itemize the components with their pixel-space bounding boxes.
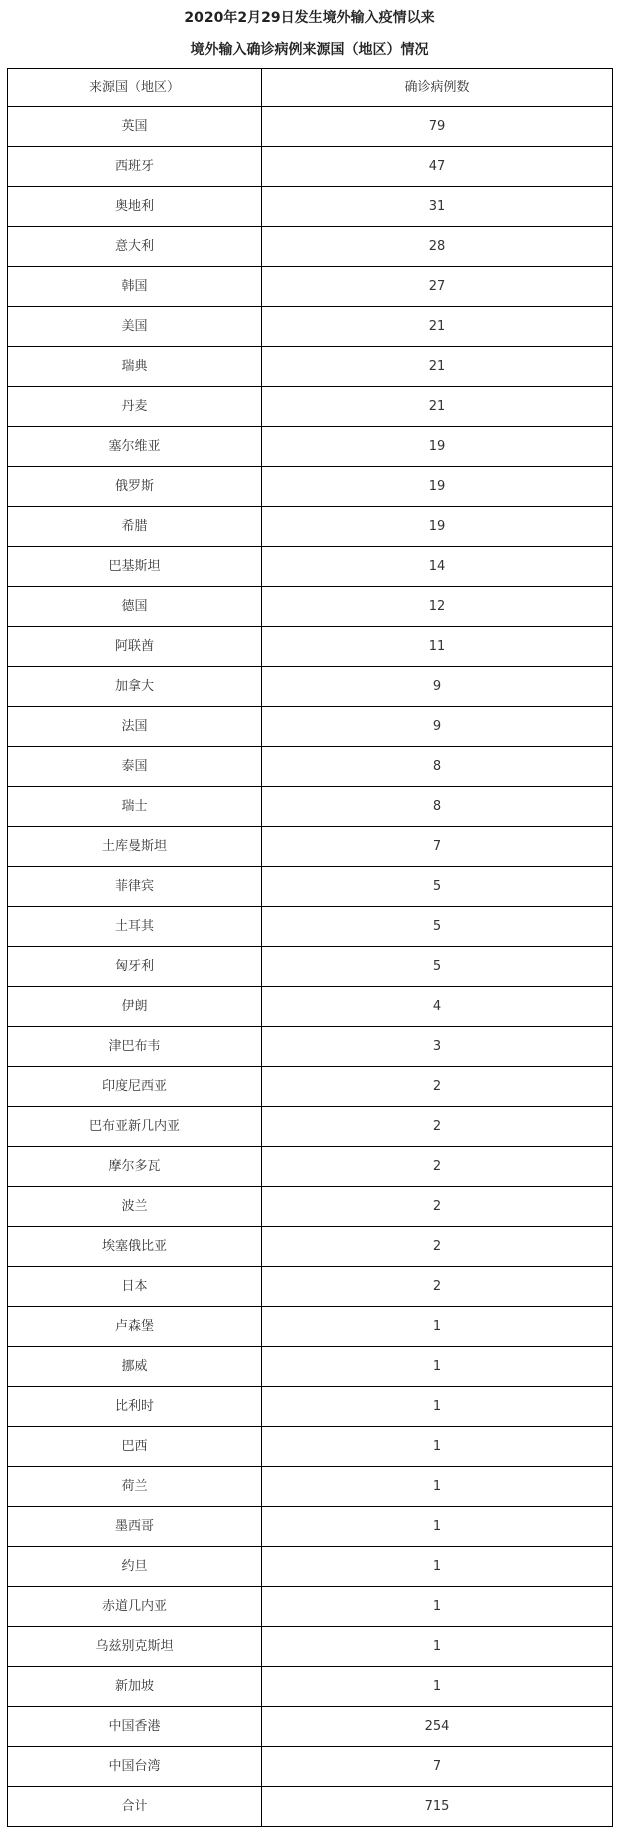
count-cell: 1 [262, 1347, 613, 1387]
count-cell: 1 [262, 1387, 613, 1427]
country-cell: 匈牙利 [8, 947, 262, 987]
count-cell: 254 [262, 1707, 613, 1747]
count-cell: 21 [262, 387, 613, 427]
imported-cases-table [7, 68, 613, 1827]
table-row [8, 147, 613, 187]
count-cell: 21 [262, 347, 613, 387]
country-cell: 赤道几内亚 [8, 1587, 262, 1627]
country-cell: 土库曼斯坦 [8, 827, 262, 867]
table-row [8, 1587, 613, 1627]
table-row [8, 707, 613, 747]
country-cell: 俄罗斯 [8, 467, 262, 507]
table-row [8, 1427, 613, 1467]
country-cell: 荷兰 [8, 1467, 262, 1507]
country-cell: 塞尔维亚 [8, 427, 262, 467]
table-row [8, 1627, 613, 1667]
count-cell: 2 [262, 1147, 613, 1187]
table-title: 境外输入确诊病例来源国（地区）情况 [190, 42, 429, 58]
table-row [8, 507, 613, 547]
country-cell: 合计 [8, 1787, 262, 1827]
count-cell: 1 [262, 1427, 613, 1467]
country-cell: 意大利 [8, 227, 262, 267]
country-cell: 巴布亚新几内亚 [8, 1107, 262, 1147]
country-cell: 土耳其 [8, 907, 262, 947]
country-cell: 新加坡 [8, 1667, 262, 1707]
count-cell: 1 [262, 1547, 613, 1587]
table-row [8, 307, 613, 347]
country-cell: 瑞典 [8, 347, 262, 387]
country-cell: 挪威 [8, 1347, 262, 1387]
count-cell: 79 [262, 107, 613, 147]
count-cell: 47 [262, 147, 613, 187]
count-cell: 1 [262, 1307, 613, 1347]
count-cell: 7 [262, 1747, 613, 1787]
table-row [8, 227, 613, 267]
count-cell: 1 [262, 1627, 613, 1667]
country-cell: 瑞士 [8, 787, 262, 827]
count-cell: 9 [262, 707, 613, 747]
table-row [8, 267, 613, 307]
count-cell: 1 [262, 1587, 613, 1627]
table-row [8, 947, 613, 987]
table-row [8, 827, 613, 867]
header-source-country: 来源国（地区） [8, 69, 262, 107]
table-row [8, 1667, 613, 1707]
table-row [8, 347, 613, 387]
table-row [8, 747, 613, 787]
country-cell: 印度尼西亚 [8, 1067, 262, 1107]
country-cell: 波兰 [8, 1187, 262, 1227]
table-row [8, 1227, 613, 1267]
table-row [8, 627, 613, 667]
header-case-count: 确诊病例数 [262, 69, 613, 107]
country-cell: 加拿大 [8, 667, 262, 707]
table-row [8, 1067, 613, 1107]
table-row [8, 427, 613, 467]
count-cell: 3 [262, 1027, 613, 1067]
count-cell: 1 [262, 1667, 613, 1707]
table-row [8, 1107, 613, 1147]
country-cell: 津巴布韦 [8, 1027, 262, 1067]
table-row [8, 387, 613, 427]
country-cell: 丹麦 [8, 387, 262, 427]
country-cell: 摩尔多瓦 [8, 1147, 262, 1187]
country-cell: 巴西 [8, 1427, 262, 1467]
country-cell: 日本 [8, 1267, 262, 1307]
count-cell: 19 [262, 427, 613, 467]
table-row [8, 1547, 613, 1587]
table-row [8, 1507, 613, 1547]
count-cell: 5 [262, 867, 613, 907]
table-row [8, 667, 613, 707]
count-cell: 28 [262, 227, 613, 267]
country-cell: 英国 [8, 107, 262, 147]
count-cell: 5 [262, 907, 613, 947]
table-row [8, 787, 613, 827]
table-total-row [8, 1787, 613, 1827]
table-row [8, 1307, 613, 1347]
country-cell: 德国 [8, 587, 262, 627]
count-cell: 5 [262, 947, 613, 987]
table-row [8, 1387, 613, 1427]
count-cell: 9 [262, 667, 613, 707]
table-row [8, 907, 613, 947]
country-cell: 中国香港 [8, 1707, 262, 1747]
count-cell: 19 [262, 467, 613, 507]
country-cell: 卢森堡 [8, 1307, 262, 1347]
country-cell: 韩国 [8, 267, 262, 307]
country-cell: 比利时 [8, 1387, 262, 1427]
table-row [8, 867, 613, 907]
count-cell: 8 [262, 747, 613, 787]
count-cell: 21 [262, 307, 613, 347]
table-row [8, 467, 613, 507]
table-row [8, 1747, 613, 1787]
table-row [8, 587, 613, 627]
country-cell: 乌兹别克斯坦 [8, 1627, 262, 1667]
country-cell: 希腊 [8, 507, 262, 547]
count-cell: 2 [262, 1227, 613, 1267]
table-row [8, 547, 613, 587]
country-cell: 墨西哥 [8, 1507, 262, 1547]
table-row [8, 107, 613, 147]
country-cell: 巴基斯坦 [8, 547, 262, 587]
count-cell: 2 [262, 1187, 613, 1227]
table-header-row [8, 69, 613, 107]
country-cell: 法国 [8, 707, 262, 747]
count-cell: 2 [262, 1067, 613, 1107]
count-cell: 27 [262, 267, 613, 307]
country-cell: 美国 [8, 307, 262, 347]
table-row [8, 1347, 613, 1387]
table-row [8, 187, 613, 227]
count-cell: 19 [262, 507, 613, 547]
table-row [8, 1187, 613, 1227]
count-cell: 715 [262, 1787, 613, 1827]
count-cell: 1 [262, 1507, 613, 1547]
table-row [8, 1147, 613, 1187]
count-cell: 1 [262, 1467, 613, 1507]
country-cell: 埃塞俄比亚 [8, 1227, 262, 1267]
page-title: 2020年2月29日发生境外输入疫情以来 [184, 10, 435, 26]
count-cell: 14 [262, 547, 613, 587]
count-cell: 31 [262, 187, 613, 227]
country-cell: 中国台湾 [8, 1747, 262, 1787]
table-row [8, 1267, 613, 1307]
country-cell: 西班牙 [8, 147, 262, 187]
country-cell: 泰国 [8, 747, 262, 787]
count-cell: 12 [262, 587, 613, 627]
country-cell: 伊朗 [8, 987, 262, 1027]
table-row [8, 1707, 613, 1747]
count-cell: 2 [262, 1267, 613, 1307]
count-cell: 7 [262, 827, 613, 867]
count-cell: 11 [262, 627, 613, 667]
count-cell: 8 [262, 787, 613, 827]
country-cell: 阿联酋 [8, 627, 262, 667]
country-cell: 约旦 [8, 1547, 262, 1587]
count-cell: 2 [262, 1107, 613, 1147]
count-cell: 4 [262, 987, 613, 1027]
country-cell: 奥地利 [8, 187, 262, 227]
table-row [8, 987, 613, 1027]
table-row [8, 1467, 613, 1507]
table-row [8, 1027, 613, 1067]
country-cell: 菲律宾 [8, 867, 262, 907]
